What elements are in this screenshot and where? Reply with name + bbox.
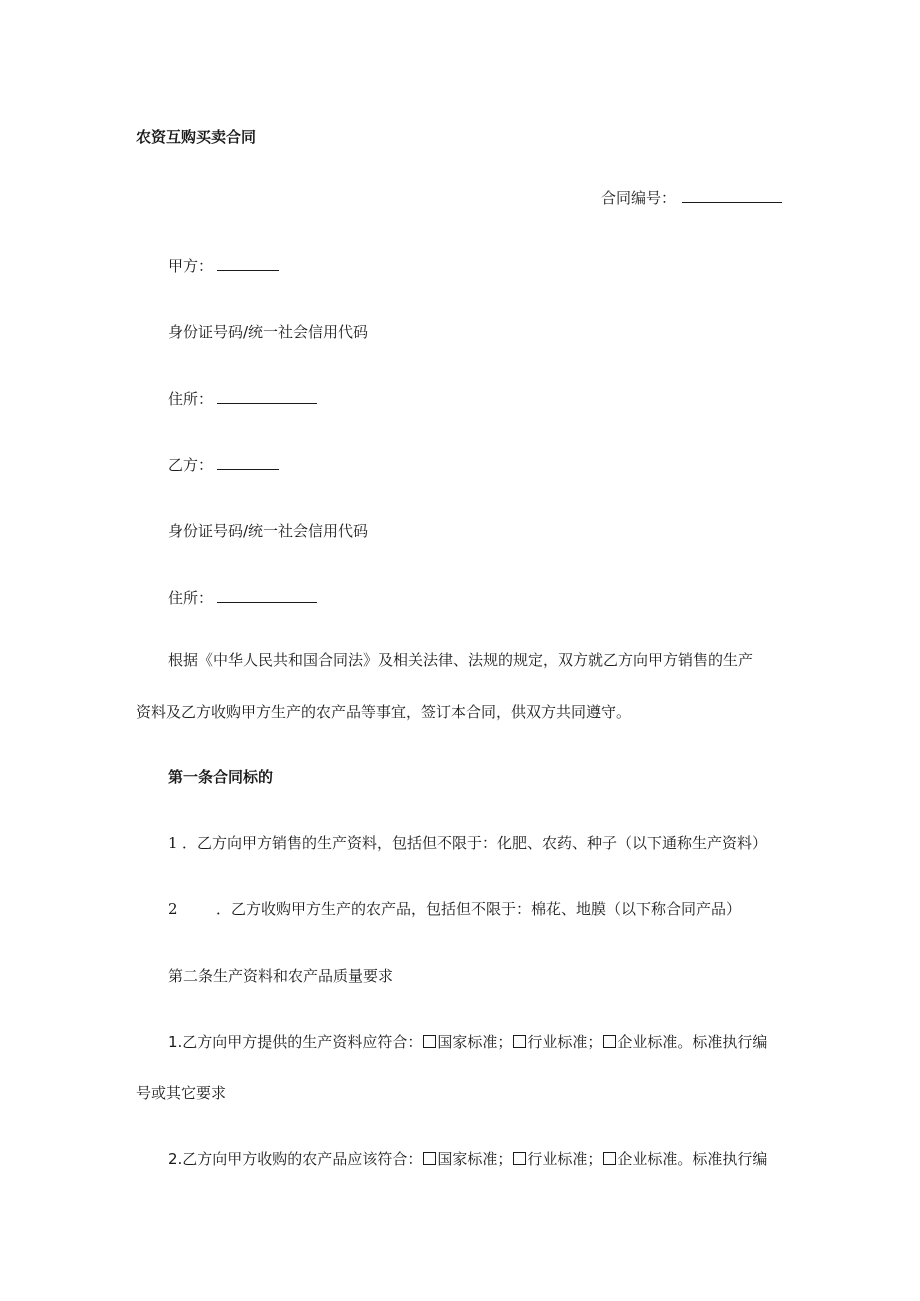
article-2-item-2-option-industry: 行业标准； xyxy=(527,1150,603,1168)
party-a-blank[interactable] xyxy=(217,256,279,271)
party-a-address-row xyxy=(168,389,317,409)
contract-number-blank[interactable] xyxy=(682,188,782,203)
article-2-item-1-continuation: 号或其它要求 xyxy=(136,1084,227,1102)
party-b-label: 乙方： xyxy=(168,456,214,474)
article-2-item-1-option-national: 国家标准； xyxy=(437,1033,513,1051)
party-b-blank[interactable] xyxy=(217,455,279,470)
article-2-item-2-option-national: 国家标准； xyxy=(437,1150,513,1168)
party-a-label: 甲方： xyxy=(168,257,214,275)
article-2-heading: 第二条生产资料和农产品质量要求 xyxy=(168,967,394,985)
article-1-heading: 第一条合同标的 xyxy=(168,768,274,786)
article-2-item-1-option-enterprise: 企业标准。标准执行编 xyxy=(617,1033,768,1051)
article-1-item-2 xyxy=(168,899,741,919)
national-standard-checkbox[interactable] xyxy=(423,1035,436,1048)
party-b-row xyxy=(168,455,279,475)
party-b-id-label: 身份证号码/统一社会信用代码 xyxy=(168,522,369,540)
article-2-item-2 xyxy=(168,1149,767,1169)
article-2-item-1-option-industry: 行业标准； xyxy=(527,1033,603,1051)
enterprise-standard-checkbox-2[interactable] xyxy=(603,1152,616,1165)
party-b-address-row xyxy=(168,588,317,608)
party-b-address-label: 住所： xyxy=(168,589,214,607)
industry-standard-checkbox[interactable] xyxy=(513,1035,526,1048)
document-title: 农资互购买卖合同 xyxy=(136,128,257,146)
party-b-address-blank[interactable] xyxy=(217,588,317,603)
enterprise-standard-checkbox[interactable] xyxy=(603,1035,616,1048)
article-2-item-1-prefix: 1.乙方向甲方提供的生产资料应符合： xyxy=(168,1033,423,1051)
article-1-item-1-number: 1 xyxy=(168,834,178,852)
article-2-item-2-option-enterprise: 企业标准。标准执行编 xyxy=(617,1150,768,1168)
article-2-item-2-prefix: 2.乙方向甲方收购的农产品应该符合： xyxy=(168,1150,423,1168)
party-a-address-blank[interactable] xyxy=(217,389,317,404)
contract-number-row xyxy=(601,188,782,208)
article-1-item-1-text: ．乙方向甲方销售的生产资料，包括但不限于：化肥、农药、种子（以下通称生产资料） xyxy=(182,834,768,852)
national-standard-checkbox-2[interactable] xyxy=(423,1152,436,1165)
party-a-address-label: 住所： xyxy=(168,390,214,408)
preamble-line-2: 资料及乙方收购甲方生产的农产品等事宜，签订本合同，供双方共同遵守。 xyxy=(136,703,632,721)
party-a-id-label: 身份证号码/统一社会信用代码 xyxy=(168,323,369,341)
industry-standard-checkbox-2[interactable] xyxy=(513,1152,526,1165)
article-1-item-1 xyxy=(168,833,767,853)
article-1-item-2-number: 2 xyxy=(168,900,178,918)
preamble-line-1: 根据《中华人民共和国合同法》及相关法律、法规的规定，双方就乙方向甲方销售的生产 xyxy=(168,651,754,669)
contract-number-label: 合同编号： xyxy=(601,189,677,207)
article-1-item-2-text: ．乙方收购甲方生产的农产品，包括但不限于：棉花、地膜（以下称合同产品） xyxy=(216,900,742,918)
article-2-item-1 xyxy=(168,1032,767,1052)
party-a-row xyxy=(168,256,279,276)
